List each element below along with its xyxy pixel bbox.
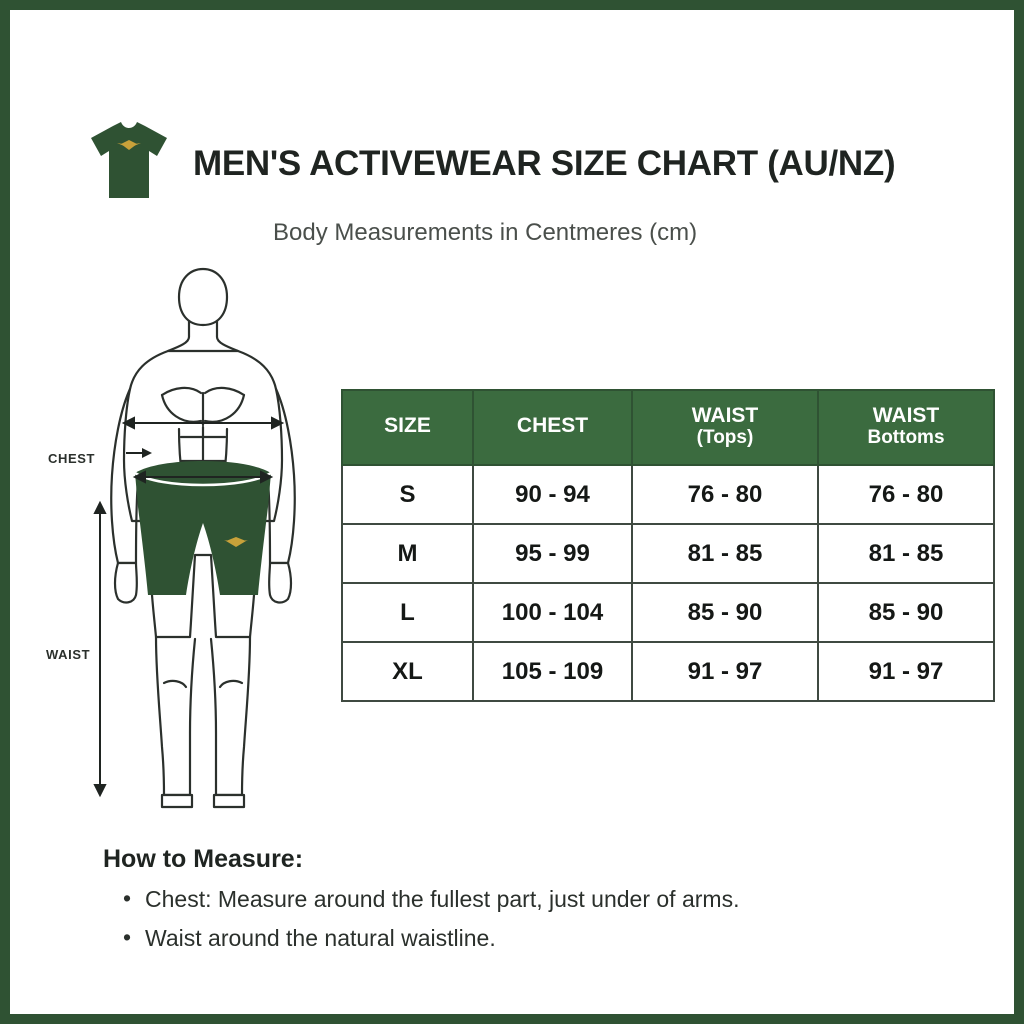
cell-waist-bottoms: 81 - 85: [818, 524, 994, 583]
cell-size: M: [342, 524, 473, 583]
chest-measure-label: CHEST: [48, 451, 96, 466]
chest-pointer-icon: [126, 445, 152, 461]
page-subtitle: Body Measurements in Centmeres (cm): [273, 219, 698, 246]
header: [83, 118, 973, 247]
how-to-measure-title: How to Measure:: [103, 845, 304, 873]
cell-size: L: [342, 583, 473, 642]
cell-waist-tops: 91 - 97: [632, 642, 818, 701]
cell-chest: 105 - 109: [473, 642, 632, 701]
tshirt-icon: [83, 118, 175, 209]
list-item: • Chest: Measure around the fullest part, just under of arms.: [123, 886, 963, 913]
height-arrow: [95, 503, 105, 795]
table-row: [342, 524, 994, 583]
page-title: MEN'S ACTIVEWEAR SIZE CHART (AU/NZ): [193, 143, 896, 183]
table-row: [342, 465, 994, 524]
cell-waist-bottoms: 76 - 80: [818, 465, 994, 524]
cell-waist-bottoms: 85 - 90: [818, 583, 994, 642]
table-row: [342, 642, 994, 701]
cell-size: S: [342, 465, 473, 524]
column-header-chest: CHEST: [473, 390, 632, 465]
inner-frame: [20, 20, 1004, 1004]
list-item: • Waist around the natural waistline.: [123, 925, 963, 952]
cell-chest: 95 - 99: [473, 524, 632, 583]
column-header-waist-tops: WAIST (Tops): [632, 390, 818, 465]
body-figure: [46, 255, 318, 815]
cell-size: XL: [342, 642, 473, 701]
cell-waist-tops: 85 - 90: [632, 583, 818, 642]
cell-waist-tops: 81 - 85: [632, 524, 818, 583]
how-to-measure-section: [103, 845, 963, 952]
waist-measure-label: WAIST: [46, 647, 91, 662]
cell-chest: 90 - 94: [473, 465, 632, 524]
how-to-measure-list: [103, 886, 963, 952]
cell-waist-tops: 76 - 80: [632, 465, 818, 524]
cell-chest: 100 - 104: [473, 583, 632, 642]
table-row: [342, 583, 994, 642]
column-header-waist-bottoms: WAIST Bottoms: [818, 390, 994, 465]
size-chart-table: [341, 389, 995, 702]
table-header-row: [342, 390, 994, 465]
column-header-size: SIZE: [342, 390, 473, 465]
cell-waist-bottoms: 91 - 97: [818, 642, 994, 701]
